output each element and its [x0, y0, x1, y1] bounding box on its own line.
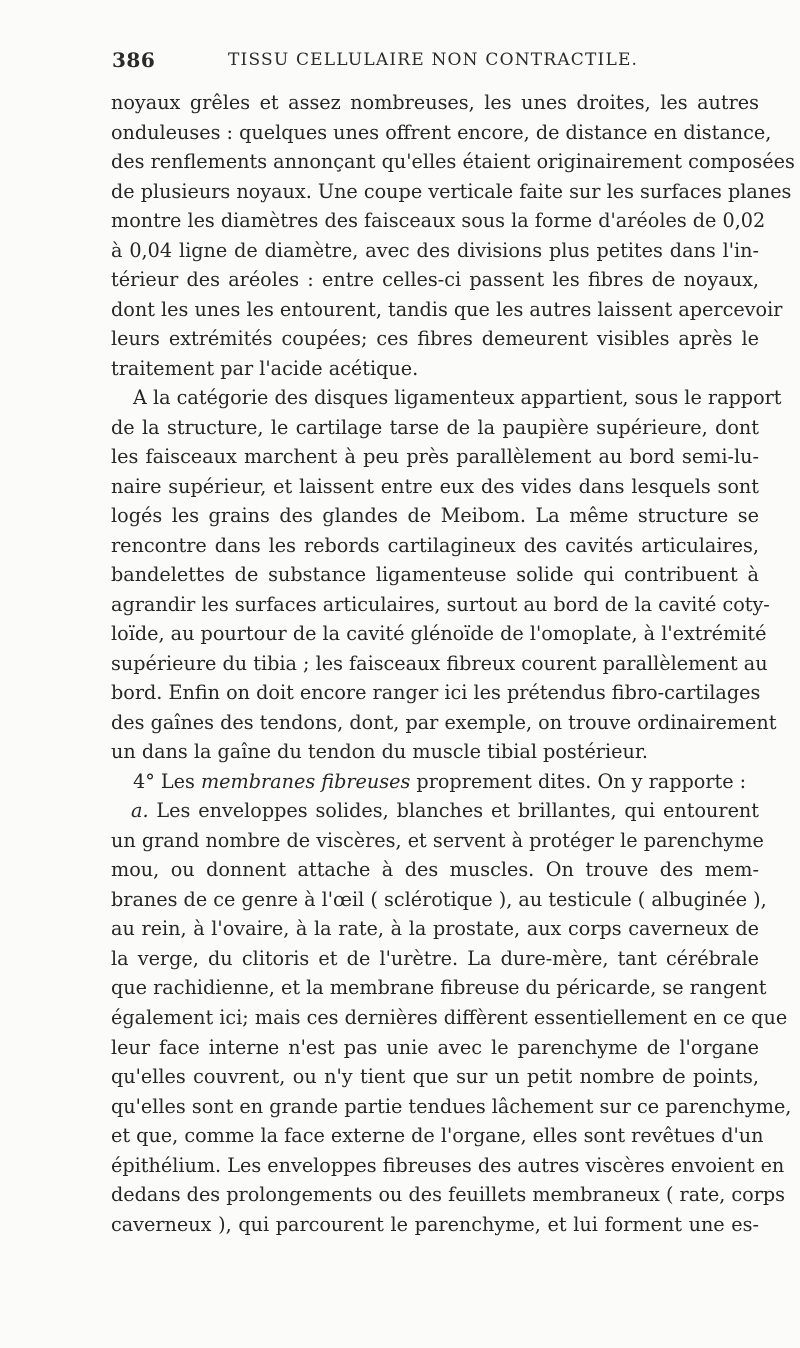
section-italic-term: membranes fibreuses — [200, 769, 411, 793]
text-line: la verge, du clitoris et de l'urètre. La dure-mère, tant cérébrale — [111, 946, 759, 970]
section-heading-line — [111, 767, 759, 797]
text-line: bandelettes de substance ligamenteuse solide qui contribuent à — [111, 563, 759, 587]
text-line: les faisceaux marchent à peu près parallèlement au bord semi-lu- — [111, 445, 759, 469]
text-line: également ici; mais ces dernières diffèrent essentiellement en ce que — [111, 1005, 788, 1029]
text-line: des renflements annonçant qu'elles étaient originairement composées — [111, 150, 795, 174]
item-a-line — [111, 796, 759, 826]
item-text: Les enveloppes solides, blanches et brillantes, qui entourent — [156, 799, 759, 823]
text-line: supérieure du tibia ; les faisceaux fibreux courent parallèlement au — [111, 651, 768, 675]
text-line: leur face interne n'est pas unie avec le parenchyme de l'organe — [111, 1035, 759, 1059]
text-line: de la structure, le cartilage tarse de la paupière supérieure, dont — [111, 415, 759, 439]
text-line: leurs extrémités coupées; ces fibres demeurent visibles après le — [111, 327, 759, 351]
section-tail: proprement dites. On y rapporte : — [416, 769, 747, 793]
text-line: au rein, à l'ovaire, à la rate, à la prostate, aux corps caverneux de — [111, 917, 759, 941]
text-line: traitement par l'acide acétique. — [111, 356, 419, 380]
text-line: de plusieurs noyaux. Une coupe verticale faite sur les surfaces planes — [111, 179, 792, 203]
text-line: à 0,04 ligne de diamètre, avec des divisions plus petites dans l'in- — [111, 238, 759, 262]
text-line: onduleuses : quelques unes offrent encore, de distance en distance, — [111, 120, 772, 144]
text-line: noyaux grêles et assez nombreuses, les unes droites, les autres — [111, 91, 759, 114]
running-title: TISSU CELLULAIRE NON CONTRACTILE. — [228, 50, 639, 70]
text-line: A la catégorie des disques ligamenteux appartient, sous le rapport — [133, 386, 782, 410]
page-header — [112, 48, 752, 78]
text-line: un dans la gaîne du tendon du muscle tibial postérieur. — [111, 740, 648, 764]
text-line: et que, comme la face externe de l'organe, elles sont revêtues d'un — [111, 1124, 764, 1148]
text-line: bord. Enfin on doit encore ranger ici les prétendus fibro-cartilages — [111, 681, 761, 705]
text-line: des gaînes des tendons, dont, par exemple, on trouve ordinairement — [111, 710, 777, 734]
text-line: qu'elles couvrent, ou n'y tient que sur un petit nombre de points, — [111, 1065, 759, 1089]
text-line: rencontre dans les rebords cartilagineux des cavités articulaires, — [111, 533, 759, 557]
text-line: qu'elles sont en grande partie tendues lâchement sur ce parenchyme, — [111, 1094, 792, 1118]
text-line: dedans des prolongements ou des feuillets membraneux ( rate, corps — [111, 1183, 786, 1207]
page-number: 386 — [112, 48, 156, 72]
section-number: 4° — [133, 769, 155, 793]
text-line: branes de ce genre à l'œil ( sclérotique ), au testicule ( albuginée ), — [111, 887, 767, 911]
text-line: que rachidienne, et la membrane fibreuse du péricarde, se rangent — [111, 976, 767, 1000]
text-line: caverneux ), qui parcourent le parenchyme, et lui forment une es- — [111, 1212, 759, 1236]
text-line: loïde, au pourtour de la cavité glénoïde de l'omoplate, à l'extrémité — [111, 622, 767, 646]
text-line: naire supérieur, et laissent entre eux des vides dans lesquels sont — [111, 474, 759, 498]
text-line: montre les diamètres des faisceaux sous la forme d'aréoles de 0,02 — [111, 209, 766, 233]
text-line: un grand nombre de viscères, et servent à protéger le parenchyme — [111, 828, 764, 852]
text-line: logés les grains des glandes de Meibom. La même structure se — [111, 504, 759, 528]
item-letter: a. — [131, 799, 149, 823]
section-lead-word: Les — [160, 769, 195, 793]
text-line: dont les unes les entourent, tandis que les autres laissent apercevoir — [111, 297, 783, 321]
text-line: térieur des aréoles : entre celles-ci passent les fibres de noyaux, — [111, 268, 759, 292]
text-line: agrandir les surfaces articulaires, surtout au bord de la cavité coty- — [111, 592, 770, 616]
text-line: épithélium. Les enveloppes fibreuses des autres viscères envoient en — [111, 1153, 785, 1177]
body-text — [111, 88, 795, 1239]
text-line: mou, ou donnent attache à des muscles. On trouve des mem- — [111, 858, 759, 882]
